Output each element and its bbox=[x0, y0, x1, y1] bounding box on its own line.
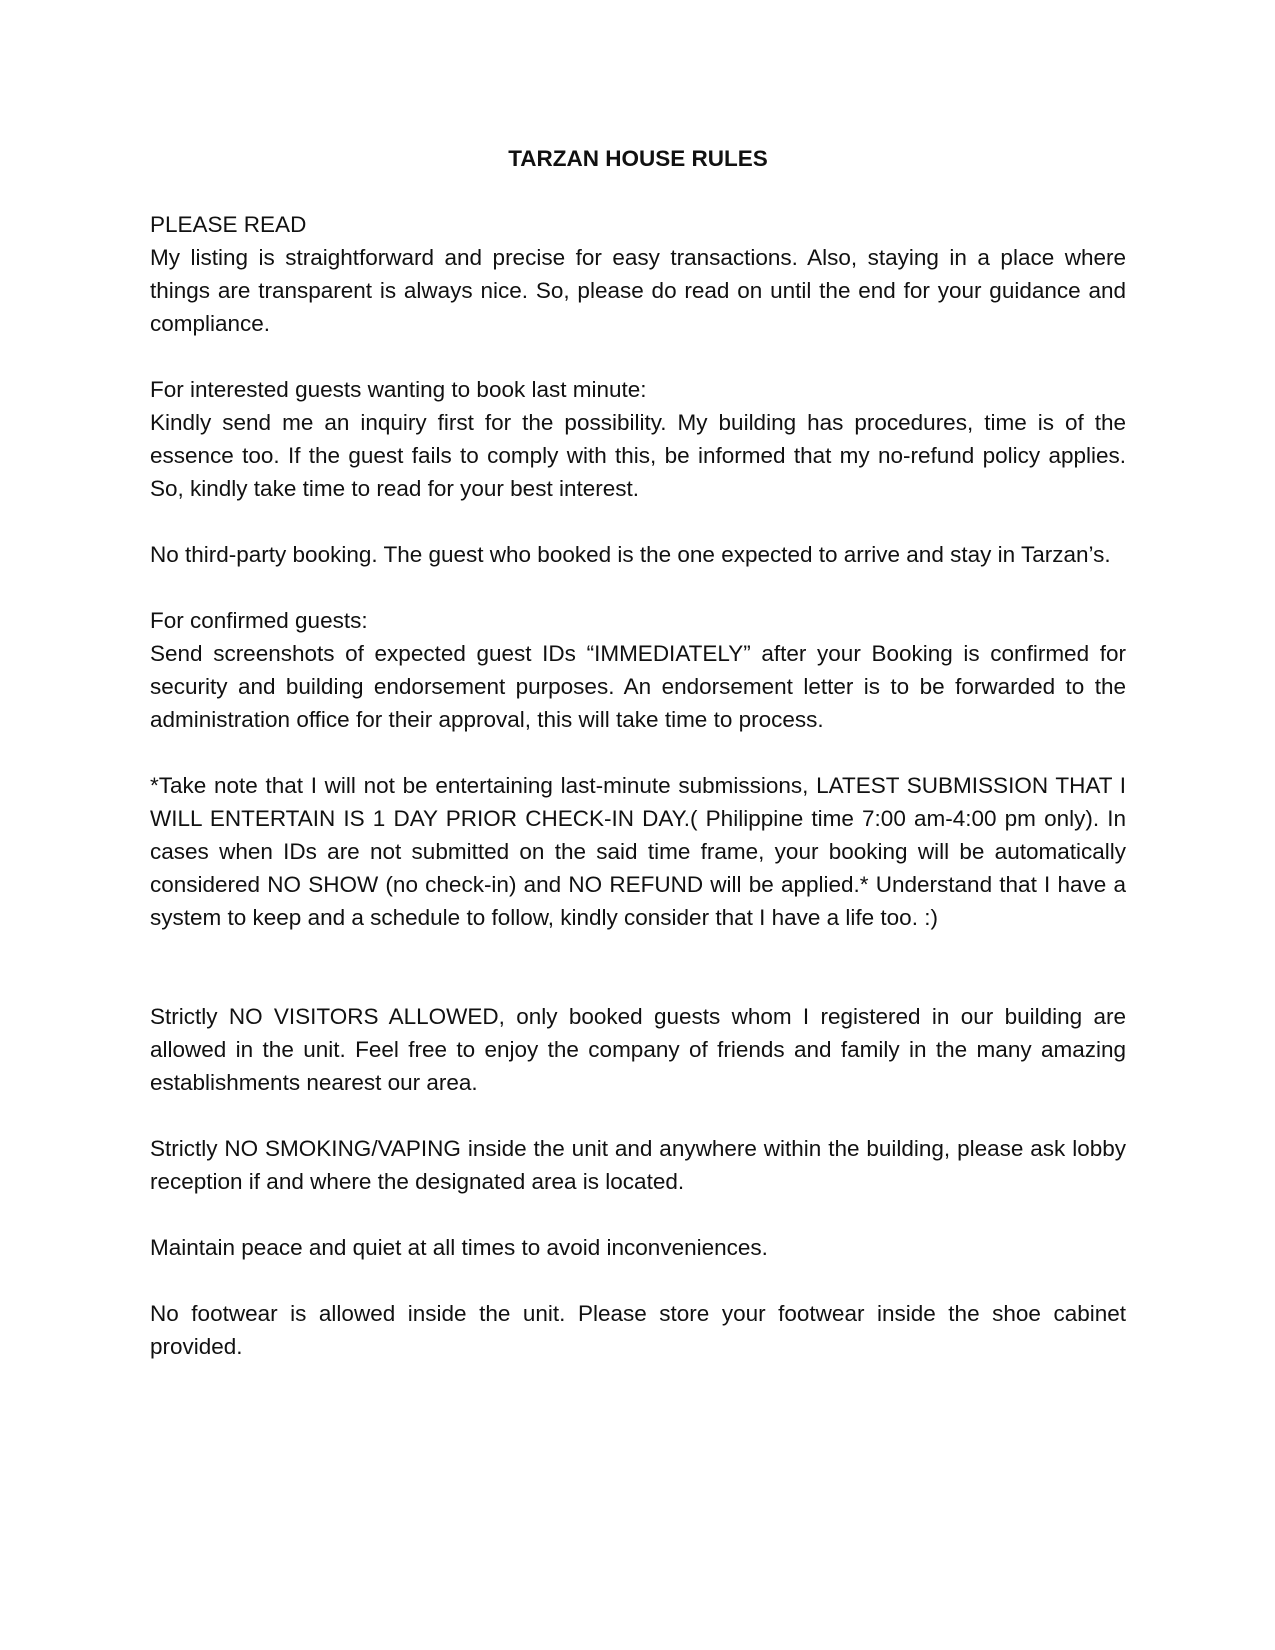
section-no-smoking bbox=[150, 1132, 1126, 1198]
last-minute-heading: For interested guests wanting to book last minute: bbox=[150, 377, 647, 402]
section-please-read bbox=[150, 208, 1126, 340]
footwear-body: No footwear is allowed inside the unit. Please store your footwear inside the shoe cabinet provided. bbox=[150, 1301, 1126, 1359]
document-page bbox=[150, 142, 1126, 1363]
confirmed-body: Send screenshots of expected guest IDs “IMMEDIATELY” after your Booking is confirmed for security and building endorsement purposes. An endorsement letter is to be forwarded to the administration office for their approval, this will take time to process. bbox=[150, 641, 1126, 732]
third-party-body: No third-party booking. The guest who booked is the one expected to arrive and stay in Tarzan’s. bbox=[150, 542, 1111, 567]
spacer bbox=[150, 934, 1126, 1000]
quiet-body: Maintain peace and quiet at all times to avoid inconveniences. bbox=[150, 1235, 768, 1260]
no-visitors-body: Strictly NO VISITORS ALLOWED, only booked guests whom I registered in our building are allowed in the unit. Feel free to enjoy the company of friends and family in the many amazing establishments nearest our area. bbox=[150, 1004, 1126, 1095]
spacer bbox=[150, 340, 1126, 373]
spacer bbox=[150, 1264, 1126, 1297]
spacer bbox=[150, 505, 1126, 538]
please-read-heading: PLEASE READ bbox=[150, 212, 307, 237]
last-minute-body: Kindly send me an inquiry first for the possibility. My building has procedures, time is of the essence too. If the guest fails to comply with this, be informed that my no-refund policy applies. So, kindly take time to read for your best interest. bbox=[150, 410, 1126, 501]
section-footwear bbox=[150, 1297, 1126, 1363]
section-take-note bbox=[150, 769, 1126, 934]
spacer bbox=[150, 736, 1126, 769]
confirmed-heading: For confirmed guests: bbox=[150, 608, 368, 633]
section-last-minute bbox=[150, 373, 1126, 505]
section-third-party bbox=[150, 538, 1126, 571]
spacer bbox=[150, 1099, 1126, 1132]
section-no-visitors bbox=[150, 1000, 1126, 1099]
no-smoking-body: Strictly NO SMOKING/VAPING inside the unit and anywhere within the building, please ask lobby reception if and where the designated area is located. bbox=[150, 1136, 1126, 1194]
section-confirmed-guests bbox=[150, 604, 1126, 736]
take-note-body: *Take note that I will not be entertaining last-minute submissions, LATEST SUBMISSION THAT I WILL ENTERTAIN IS 1 DAY PRIOR CHECK-IN DAY.( Philippine time 7:00 am-4:00 pm only). In cases when IDs are not submitted on the said time frame, your booking will be automatically considered NO SHOW (no check-in) and NO REFUND will be applied.* Understand that I have a system to keep and a schedule to follow, kindly consider that I have a life too. :) bbox=[150, 773, 1126, 930]
document-title: TARZAN HOUSE RULES bbox=[508, 146, 768, 171]
section-quiet bbox=[150, 1231, 1126, 1264]
please-read-body: My listing is straightforward and precise for easy transactions. Also, staying in a place where things are transparent is always nice. So, please do read on until the end for your guidance and compliance. bbox=[150, 245, 1126, 336]
spacer bbox=[150, 1198, 1126, 1231]
spacer bbox=[150, 571, 1126, 604]
